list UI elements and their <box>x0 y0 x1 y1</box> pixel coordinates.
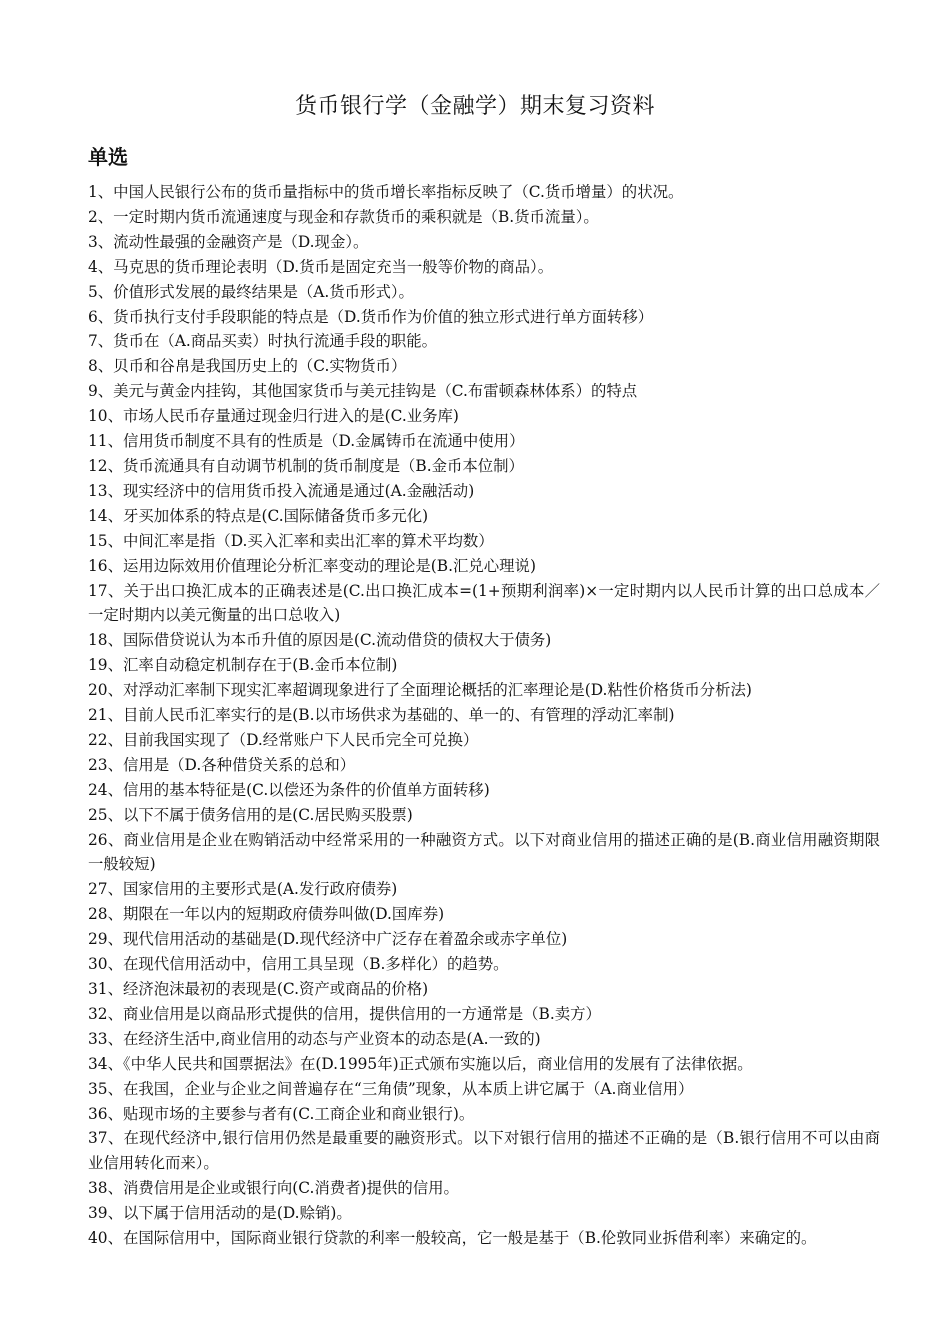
question-item: 33、在经济生活中,商业信用的动态与产业资本的动态是(A.一致的) <box>88 1029 541 1048</box>
question-item: 36、贴现市场的主要参与者有(C.工商企业和商业银行)。 <box>88 1104 475 1123</box>
question-item: 16、运用边际效用价值理论分析汇率变动的理论是(B.汇兑心理说) <box>88 556 536 575</box>
question-item: 19、汇率自动稳定机制存在于(B.金币本位制) <box>88 656 398 675</box>
question-item: 26、商业信用是企业在购销活动中经常采用的一种融资方式。以下对商业信用的描述正确的是(B.商业信用融资期限一般较短) <box>88 830 880 874</box>
question-item: 9、美元与黄金内挂钩，其他国家货币与美元挂钩是（C.布雷顿森林体系）的特点 <box>88 382 638 401</box>
document-title: 货币银行学（金融学）期末复习资料 <box>294 94 655 119</box>
question-item: 6、货币执行支付手段职能的特点是（D.货币作为价值的独立形式进行单方面转移） <box>88 307 654 326</box>
question-item: 25、以下不属于债务信用的是(C.居民购买股票) <box>88 805 413 824</box>
question-item: 29、现代信用活动的基础是(D.现代经济中广泛存在着盈余或赤字单位) <box>88 930 568 949</box>
question-item: 23、信用是（D.各种借贷关系的总和） <box>88 755 356 774</box>
question-item: 30、在现代信用活动中，信用工具呈现（B.多样化）的趋势。 <box>88 955 509 974</box>
question-item: 22、目前我国实现了（D.经常账户下人民币完全可兑换） <box>88 730 479 749</box>
question-item: 27、国家信用的主要形式是(A.发行政府债券) <box>88 880 398 899</box>
question-item: 3、流动性最强的金融资产是（D.现金）。 <box>88 232 369 251</box>
question-item: 7、货币在（A.商品买卖）时执行流通手段的职能。 <box>88 332 438 351</box>
question-item: 8、贝币和谷帛是我国历史上的（C.实物货币） <box>88 357 407 376</box>
question-item: 15、中间汇率是指（D.买入汇率和卖出汇率的算术平均数） <box>88 531 494 550</box>
question-list <box>88 180 880 1251</box>
question-item: 13、现实经济中的信用货币投入流通是通过(A.金融活动) <box>88 481 475 500</box>
question-item: 18、国际借贷说认为本币升值的原因是(C.流动借贷的债权大于债务) <box>88 631 552 650</box>
question-item: 4、马克思的货币理论表明（D.货币是固定充当一般等价物的商品）。 <box>88 257 554 276</box>
question-item: 38、消费信用是企业或银行向(C.消费者)提供的信用。 <box>88 1179 459 1198</box>
question-item: 11、信用货币制度不具有的性质是（D.金属铸币在流通中使用） <box>88 432 525 451</box>
question-item: 1、中国人民银行公布的货币量指标中的货币增长率指标反映了（C.货币增量）的状况。 <box>88 183 684 201</box>
question-item: 37、在现代经济中,银行信用仍然是最重要的融资形式。以下对银行信用的描述不正确的是（B.银行信用不可以由商业信用转化而来）。 <box>88 1129 880 1173</box>
question-item: 40、在国际信用中，国际商业银行贷款的利率一般较高，它一般是基于（B.伦敦同业拆借利率）来确定的。 <box>88 1229 817 1248</box>
question-item: 12、货币流通具有自动调节机制的货币制度是（B.金币本位制） <box>88 456 524 475</box>
question-item: 35、在我国，企业与企业之间普遍存在“三角债”现象，从本质上讲它属于（A.商业信用） <box>88 1079 694 1098</box>
question-item: 31、经济泡沫最初的表现是(C.资产或商品的价格) <box>88 980 429 998</box>
question-item: 28、期限在一年以内的短期政府债券叫做(D.国库券) <box>88 905 445 924</box>
question-item: 32、商业信用是以商品形式提供的信用，提供信用的一方通常是（B.卖方） <box>88 1004 601 1023</box>
question-item: 10、市场人民币存量通过现金归行进入的是(C.业务库) <box>88 407 459 426</box>
question-item: 24、信用的基本特征是(C.以偿还为条件的价值单方面转移) <box>88 780 490 799</box>
question-item: 20、对浮动汇率制下现实汇率超调现象进行了全面理论概括的汇率理论是(D.粘性价格货币分析法) <box>88 681 752 700</box>
question-item: 34、《中华人民共和国票据法》在(D.1995年)正式颁布实施以后，商业信用的发展有了法律依据。 <box>88 1054 753 1073</box>
question-item: 2、一定时期内货币流通速度与现金和存款货币的乘积就是（B.货币流量）。 <box>88 207 599 226</box>
question-item: 14、牙买加体系的特点是(C.国际储备货币多元化) <box>88 506 429 525</box>
question-item: 17、关于出口换汇成本的正确表述是(C.出口换汇成本=(1+预期利润率)×一定时期内以人民币计算的出口总成本／一定时期内以美元衡量的出口总收入) <box>88 581 880 625</box>
section-heading-single-choice: 单选 <box>88 145 128 169</box>
question-item: 5、价值形式发展的最终结果是（A.货币形式）。 <box>88 282 414 301</box>
question-item: 21、目前人民币汇率实行的是(B.以市场供求为基础的、单一的、有管理的浮动汇率制) <box>88 706 675 725</box>
question-item: 39、以下属于信用活动的是(D.赊销)。 <box>88 1204 352 1223</box>
